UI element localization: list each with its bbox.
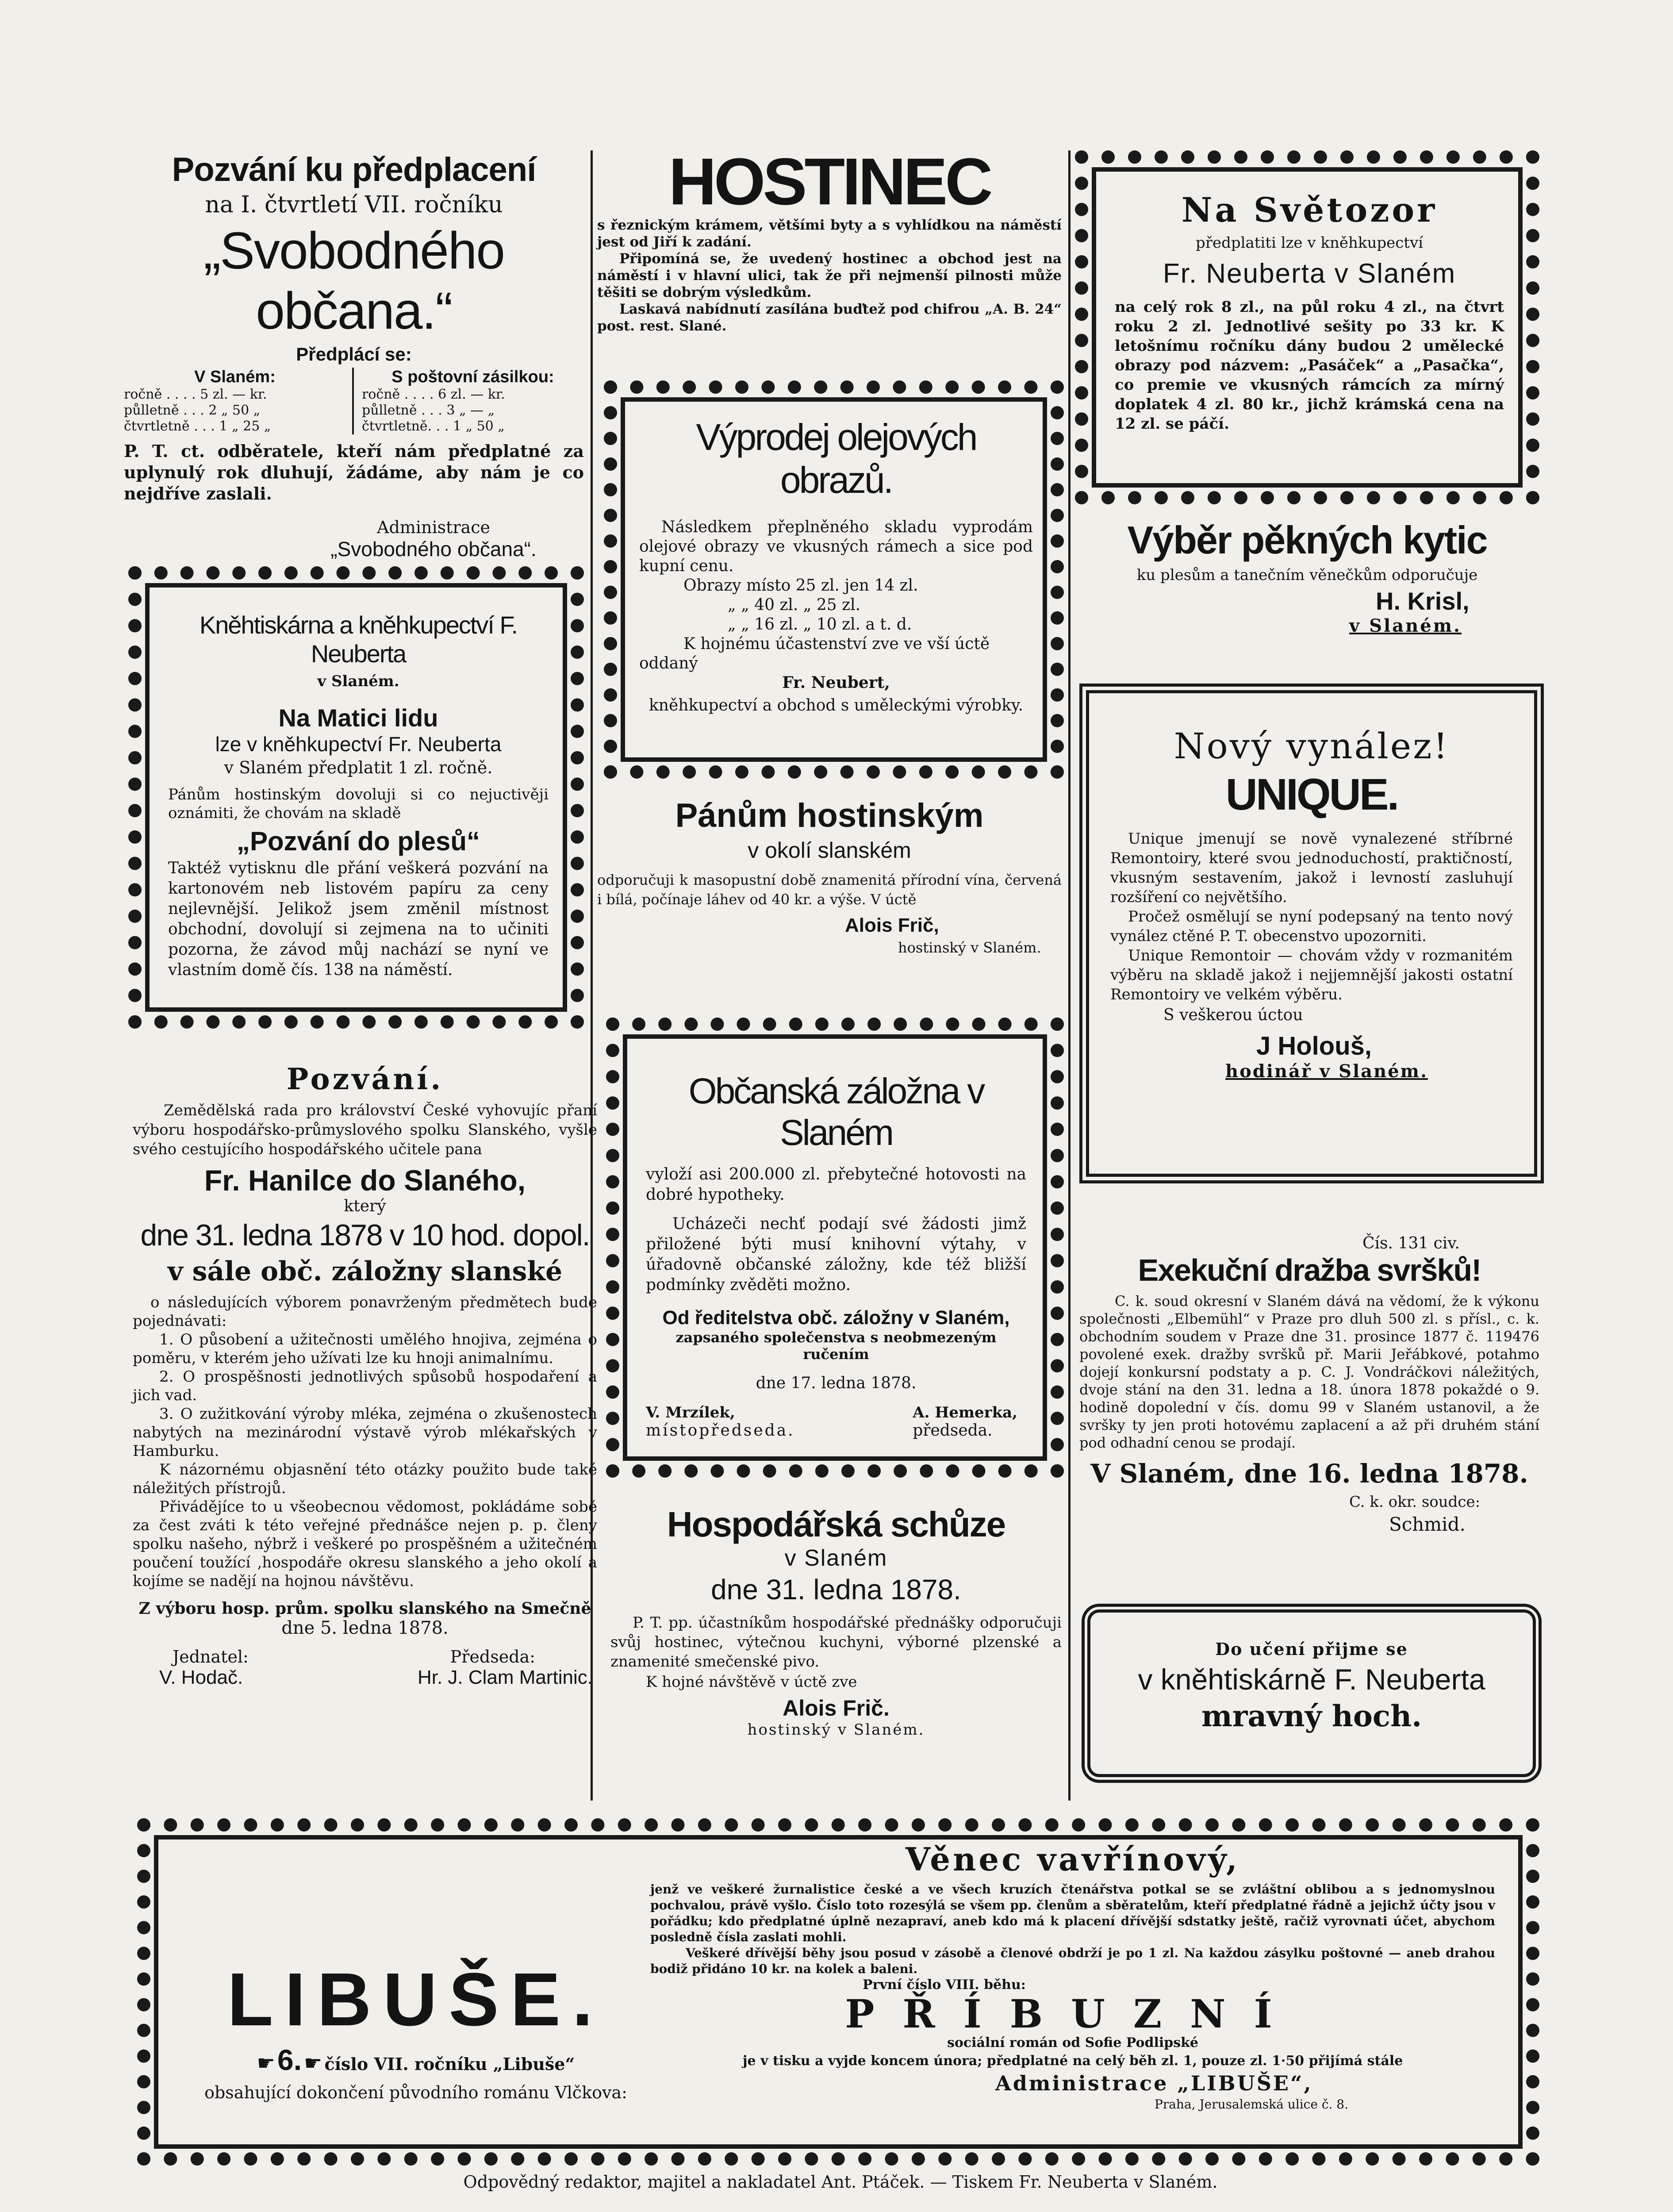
topic-item: K názornému objasnění této otázky použito bude také náležitých přístrojů. bbox=[133, 1461, 597, 1497]
lecture-place: v sále obč. záložny slanské bbox=[167, 1256, 563, 1287]
pointing-hand-icon: ☛ bbox=[304, 2051, 322, 2075]
prices-head: Předplácí se: bbox=[296, 344, 412, 365]
paintings-title: Výprodej olejových obrazů. bbox=[696, 416, 976, 501]
libuse-novel: obsahující dokončení původního románu Vlčkova: bbox=[204, 2083, 627, 2102]
auction-judge: C. k. okr. soudce: bbox=[1349, 1493, 1481, 1511]
subscription-notice bbox=[124, 150, 584, 561]
invitation-date: dne 5. ledna 1878. bbox=[281, 1618, 449, 1638]
unique-regards: S veškerou úctou bbox=[1163, 1006, 1303, 1024]
meeting-body: P. T. pp. účastníkům hospodářské přednášky odporučuji svůj hostinec, výtečnou kuchyni, výborné plzenské a znamenité smečenské pivo. bbox=[610, 1614, 1062, 1671]
innkeepers-sub: v okolí slanském bbox=[748, 838, 911, 863]
libuse-desc-2: Veškeré dřívější běhy jsou posud v zásobě a členové obdrží je po 1 zl. Na každou zásylku poštovné — aneb drahou bodiž přidáno 10 kr. na kolek a baleni. bbox=[650, 1946, 1495, 1976]
savings-date: dne 17. ledna 1878. bbox=[756, 1374, 917, 1392]
topic-item: 2. O prospěšnosti jednotlivých spůsobů hospodaření a jich vad. bbox=[133, 1368, 597, 1404]
bouquets-place: v Slaném. bbox=[1349, 615, 1462, 636]
unique-body-1: Unique jmenují se nově vynalezené stříbrné Remontoiry, které svou jednoduchostí, praktičností, vkusným sestavením, jakož i levností zasluhují rozšíření co největšího. bbox=[1110, 830, 1513, 906]
bouquets-name: H. Krisl, bbox=[1376, 587, 1470, 615]
wreath-title: Věnec vavřínový, bbox=[906, 1840, 1240, 1878]
savings-s1-role: místopředseda. bbox=[646, 1421, 795, 1440]
libuse-admin: Administrace „LIBUŠE“, bbox=[995, 2071, 1313, 2095]
lecturer-name: Fr. Hanilce do Slaného, bbox=[204, 1164, 526, 1197]
innkeepers-body: odporučuji k masopustní době znamenitá přírodní vína, červená i bílá, počínaje láhev od 40 kr. a výše. V úctě bbox=[597, 872, 1062, 908]
hostinec-line-3: Laskavá nabídnutí zasílána buďtež pod chifrou „A. B. 24“ post. rest. Slané. bbox=[597, 301, 1062, 334]
unique-body-3: Unique Remontoir — chovám vždy v rozmanitém výběru na skladě jakož i nejjemnější jakosti ostatní Remontoiry ve velkém výběru. bbox=[1110, 947, 1513, 1003]
libuse-issue-line bbox=[186, 2043, 646, 2077]
invitation-intro: Zemědělská rada pro království České vyhovujíc přaní výboru hospodářsko-průmyslového spolku Slanského, vyšle svého cestujícího hospodářského učitele pana bbox=[133, 1102, 597, 1158]
auction-title: Exekuční dražba svršků! bbox=[1138, 1253, 1481, 1287]
apprentice-line-3: mravný hoch. bbox=[1201, 1699, 1422, 1733]
svetozor-body: na celý rok 8 zl., na půl roku 4 zl., na čtvrt roku 2 zl. Jednotlivé sešity po 33 kr. K letošnímu ročníku dány budou 2 umělecké obrazy pod názvem: „Pasáček“ a „Pasačka“, co premie ve vkusných rámcích za mírný doplatek 4 zl. 80 kr., jichž krámská cena na 12 zl. se páčí. bbox=[1115, 298, 1504, 433]
invitation-which: který bbox=[344, 1197, 386, 1215]
auction-judge-name: Schmid. bbox=[1389, 1513, 1466, 1535]
jednatel-name: V. Hodač. bbox=[159, 1667, 243, 1688]
unique-body-2: Pročež osmělují se nyní podepsaný na tento nový vynález ctěné P. T. obecenstvo upozorniti. bbox=[1110, 908, 1513, 945]
hostinec-line-1: s řeznickým krámem, většími byty a s vyhlídkou na náměstí jest od Jiří k zadání. bbox=[597, 217, 1062, 250]
bouquets-body: ku plesům a tanečním věnečkům odporučuje bbox=[1136, 566, 1478, 584]
libuse-desc: jenž ve veškeré žurnalistice české a ve všech kruzích čtenářstva potkal se se zvláštní oblibou a s jednomyslnou pochvalou, právě vyšlo. Číslo toto rozesýlá se všem pp. členům a sběratelům, kteří předplatné řádně a jejichž účty jsou v pořádku; kdo předplatné úplně nezapraví, aneb kdo má k placení dřívější sdstatky ještě, račiž vyrovnati účet, abychom posledně čísla zaslati mohli. bbox=[650, 1882, 1495, 1944]
innkeepers-role: hostinský v Slaném. bbox=[898, 939, 1041, 956]
price-table bbox=[124, 368, 584, 434]
savings-s2: A. Hemerka, bbox=[913, 1404, 1017, 1421]
price-col-post bbox=[354, 368, 584, 434]
matice-line-1: lze v kněhkupectví Fr. Neuberta bbox=[215, 733, 502, 756]
hostinec-line-2: Připomíná se, že uvedený hostinec a obchod jest na náměstí i v hlavní ulici, tak že při nejmenší pilnosti může těšiti se dobrým výsledkům. bbox=[597, 251, 1062, 300]
invitation-title: Pozvání. bbox=[286, 1062, 444, 1096]
pointing-hand-icon: ☛ bbox=[257, 2051, 275, 2075]
farm-meeting bbox=[610, 1504, 1062, 1739]
post-row: půlletně . . . 3 „ — „ bbox=[362, 403, 495, 418]
local-row: ročně . . . . 5 zl. — kr. bbox=[124, 387, 267, 402]
libuse-address: Praha, Jerusalemská ulice č. 8. bbox=[1155, 2097, 1349, 2112]
unique-headline: Nový vynález! bbox=[1174, 726, 1450, 767]
lecture-invitation bbox=[133, 1062, 597, 1689]
savings-body-2: Ucházeči nechť podají své žádosti jimž přiložené býti musí knihovní výtahy, v úřadovně občanské záložny, kde též bližší podmínky zvěděti možno. bbox=[646, 1215, 1026, 1294]
libuse-issue-text: číslo VII. ročníku „Libuše“ bbox=[324, 2054, 575, 2074]
post-head: S poštovní zásilkou: bbox=[391, 368, 554, 386]
savings-reg: zapsaného společenstva s neobmezeným ručením bbox=[675, 1329, 997, 1363]
price-line: Obrazy místo 25 zl. jen 14 zl. bbox=[683, 576, 918, 595]
topic-item: 3. O zužitkování výroby mléka, zejména o zkušenostech nabytých na mezinárodní výstavě výrob mlékařských v Hamburku. bbox=[133, 1405, 597, 1460]
matice-line-2: v Slaném předplatit 1 zl. ročně. bbox=[224, 758, 493, 777]
svetozor-ad bbox=[1115, 190, 1504, 434]
meeting-place: v Slaném bbox=[784, 1545, 888, 1571]
inn-for-rent bbox=[597, 146, 1062, 334]
invitation-closing: Přivádějíce to u všeobecnou vědomost, pokládáme sobě za čest zváti k této veřejné přednášce nejen p. p. členy spolku našeho, nýbrž i veškeré po prospěšném a užitečném poučení toužící ,hospodáře okresu slanského a jeho okolí a kojíme se nadějí na hojnou návštěvu. bbox=[133, 1498, 597, 1590]
innkeepers-wine bbox=[597, 796, 1062, 956]
price-col-local bbox=[124, 368, 354, 434]
local-row: půlletně . . . 2 „ 50 „ bbox=[124, 403, 261, 418]
jednatel-label: Jednatel: bbox=[173, 1647, 249, 1667]
meeting-title: Hospodářská schůze bbox=[667, 1505, 1005, 1544]
libuse-left bbox=[186, 1960, 646, 2102]
subscription-sub: na I. čtvrtletí VII. ročníku bbox=[205, 192, 503, 218]
price-line: „ „ 40 zl. „ 25 zl. bbox=[728, 596, 861, 614]
signatures bbox=[133, 1667, 597, 1689]
lecture-date: dne 31. ledna 1878 v 10 hod. dopol. bbox=[140, 1218, 590, 1252]
libuse-print: je v tisku a vyjde koncem února; předplatné na celý běh zl. 1, pouze zl. 1·50 přijímá stále bbox=[742, 2053, 1403, 2069]
paintings-sign: Fr. Neubert, bbox=[782, 673, 890, 692]
print-shop-title: Kněhtiskárna a kněhkupectví F. Neuberta bbox=[199, 611, 518, 668]
savings-s2-role: předseda. bbox=[913, 1421, 993, 1440]
meeting-sign: Alois Frič. bbox=[783, 1696, 890, 1720]
libuse-novel2-sub: sociální román od Sofie Podlipské bbox=[947, 2035, 1199, 2051]
post-row: čtvrtletně. . . 1 „ 50 „ bbox=[362, 419, 505, 434]
topics-intro: o následujících výborem ponavrženým předmětech bude pojednávati: bbox=[133, 1294, 597, 1330]
column-rule-right bbox=[1068, 150, 1071, 1801]
meeting-date: dne 31. ledna 1878. bbox=[711, 1574, 961, 1605]
libuse-novel2: PŘÍBUZNÍ bbox=[845, 1991, 1301, 2037]
debt-notice: P. T. ct. odběratele, kteří nám předplatné za uplynulý rok dluhují, žádáme, aby nám je co nejdříve zaslali. bbox=[124, 441, 584, 503]
apprentice-line-1: Do učení přijme se bbox=[1215, 1639, 1408, 1659]
libuse-right bbox=[650, 1840, 1495, 2112]
admin-name: „Svobodného občana“. bbox=[330, 538, 537, 561]
auction-notice bbox=[1079, 1234, 1539, 1535]
innkeepers-title: Pánům hostinským bbox=[675, 797, 984, 834]
paper-name: „Svobodného občana.“ bbox=[203, 222, 504, 340]
libuse-issue: 6. bbox=[277, 2043, 302, 2076]
paintings-visit: K hojnému účastenství zve ve vší úctě oddaný bbox=[639, 635, 990, 672]
hostinec-title: HOSTINEC bbox=[668, 144, 990, 219]
apprentice-ad bbox=[1097, 1639, 1526, 1733]
signature-labels bbox=[133, 1647, 597, 1667]
local-head: V Slaném: bbox=[194, 368, 276, 386]
print-shop-place: v Slaném. bbox=[317, 672, 399, 690]
savings-bank bbox=[646, 1071, 1026, 1440]
matice-title: Na Matici lidu bbox=[278, 704, 438, 732]
auction-num: Čís. 131 civ. bbox=[1362, 1234, 1460, 1252]
auction-date: V Slaném, dne 16. ledna 1878. bbox=[1090, 1459, 1528, 1489]
unique-name: J Holouš, bbox=[1256, 1032, 1372, 1060]
paintings-body: Následkem přeplněného skladu vyprodám olejové obrazy ve vkusných rámech a sice pod kupní cenu. bbox=[639, 518, 1033, 575]
paintings-sale bbox=[639, 416, 1033, 714]
imprint-footer: Odpovědný redaktor, majitel a nakladatel Ant. Ptáček. — Tiskem Fr. Neuberta v Slaném. bbox=[463, 2172, 1218, 2192]
subscription-title: Pozvání ku předplacení bbox=[172, 151, 536, 188]
predseda-label: Předseda: bbox=[450, 1647, 535, 1667]
svetozor-line-2: Fr. Neuberta v Slaném bbox=[1163, 258, 1456, 289]
savings-body-1: vyloží asi 200.000 zl. přebytečné hotovosti na dobré hypotheky. bbox=[646, 1165, 1026, 1204]
savings-s1: V. Mrzílek, bbox=[646, 1404, 735, 1421]
print-shop-ad bbox=[168, 611, 549, 980]
price-line: „ „ 16 zl. „ 10 zl. a t. d. bbox=[728, 615, 912, 634]
svetozor-title: Na Světozor bbox=[1181, 190, 1438, 230]
admin-label: Administrace bbox=[377, 518, 490, 537]
savings-signatures bbox=[646, 1404, 1026, 1440]
meeting-visit: K hojné návštěvě v úctě zve bbox=[646, 1673, 857, 1691]
bouquets-title: Výběr pěkných kytic bbox=[1127, 518, 1487, 562]
svetozor-line-1: předplatiti lze v kněhkupectví bbox=[1195, 234, 1424, 252]
unique-brand: UNIQUE. bbox=[1225, 770, 1398, 819]
unique-role: hodinář v Slaném. bbox=[1225, 1061, 1428, 1082]
ball-invitation: „Pozvání do plesů“ bbox=[236, 826, 480, 856]
post-row: ročně . . . . 6 zl. — kr. bbox=[362, 387, 505, 402]
invitation-from: Z výboru hosp. prům. spolku slanského na Smečně bbox=[138, 1599, 591, 1618]
meeting-role: hostinský v Slaném. bbox=[747, 1721, 925, 1739]
savings-title: Občanská záložna v Slaném bbox=[688, 1071, 984, 1153]
bouquets-ad bbox=[1075, 518, 1539, 636]
local-row: čtvrtletně . . . 1 „ 25 „ bbox=[124, 419, 271, 434]
libuse-first: První číslo VIII. běhu: bbox=[863, 1977, 1026, 1993]
unique-watch-ad bbox=[1110, 726, 1513, 1082]
auction-body: C. k. soud okresní v Slaném dává na vědomí, že k výkonu společnosti „Elbemühl“ v Praze pro dluh 500 zl. s přísl., c. k. obchodním soudem v Praze dne 31. prosince 1877 č. 119476 povolené exek. dražby svršků př. Marii Jeřábkové, potahmo dojejí konkursní podstaty a p. C. J. Vondráčkovi náležitých, dvoje stání na den 31. ledna a 18. února 1878 pokaždé o 9. hodině dopolední v čís. domu 99 v Slaném ustanovil, a že svršky ty jen proti hotovému zaplacení a až při druhém stání pod odhadní cenou se prodají. bbox=[1079, 1293, 1539, 1451]
predseda-name: Hr. J. Clam Martinic. bbox=[417, 1667, 593, 1688]
innkeepers-sign: Alois Frič, bbox=[845, 914, 939, 936]
apprentice-line-2: v kněhtiskárně F. Neuberta bbox=[1138, 1663, 1485, 1696]
print-shop-intro: Pánům hostinským dovoluji si co nejuctivěji oznámiti, že chovám na skladě bbox=[168, 786, 549, 822]
libuse-title: LIBUŠE. bbox=[227, 1958, 605, 2042]
savings-from: Od ředitelstva obč. záložny v Slaném, bbox=[662, 1307, 1010, 1329]
paintings-shop: kněhkupectví a obchod s uměleckými výrobky. bbox=[648, 696, 1024, 714]
print-shop-body: Taktéž vytisknu dle přání veškerá pozvání na kartonovém neb listovém papíru za ceny nejlevnější. Jelikož jsem změnil místnost obchodní, dovolují si zejmena na to učiniti pozorna, že závod můj nachází se nyní ve vlastním domě čís. 138 na náměstí. bbox=[168, 859, 549, 979]
topic-item: 1. O působení a užitečnosti umělého hnojiva, zejména o poměru, v kterém jeho užívati lze ku hnoji animalnímu. bbox=[133, 1331, 597, 1367]
